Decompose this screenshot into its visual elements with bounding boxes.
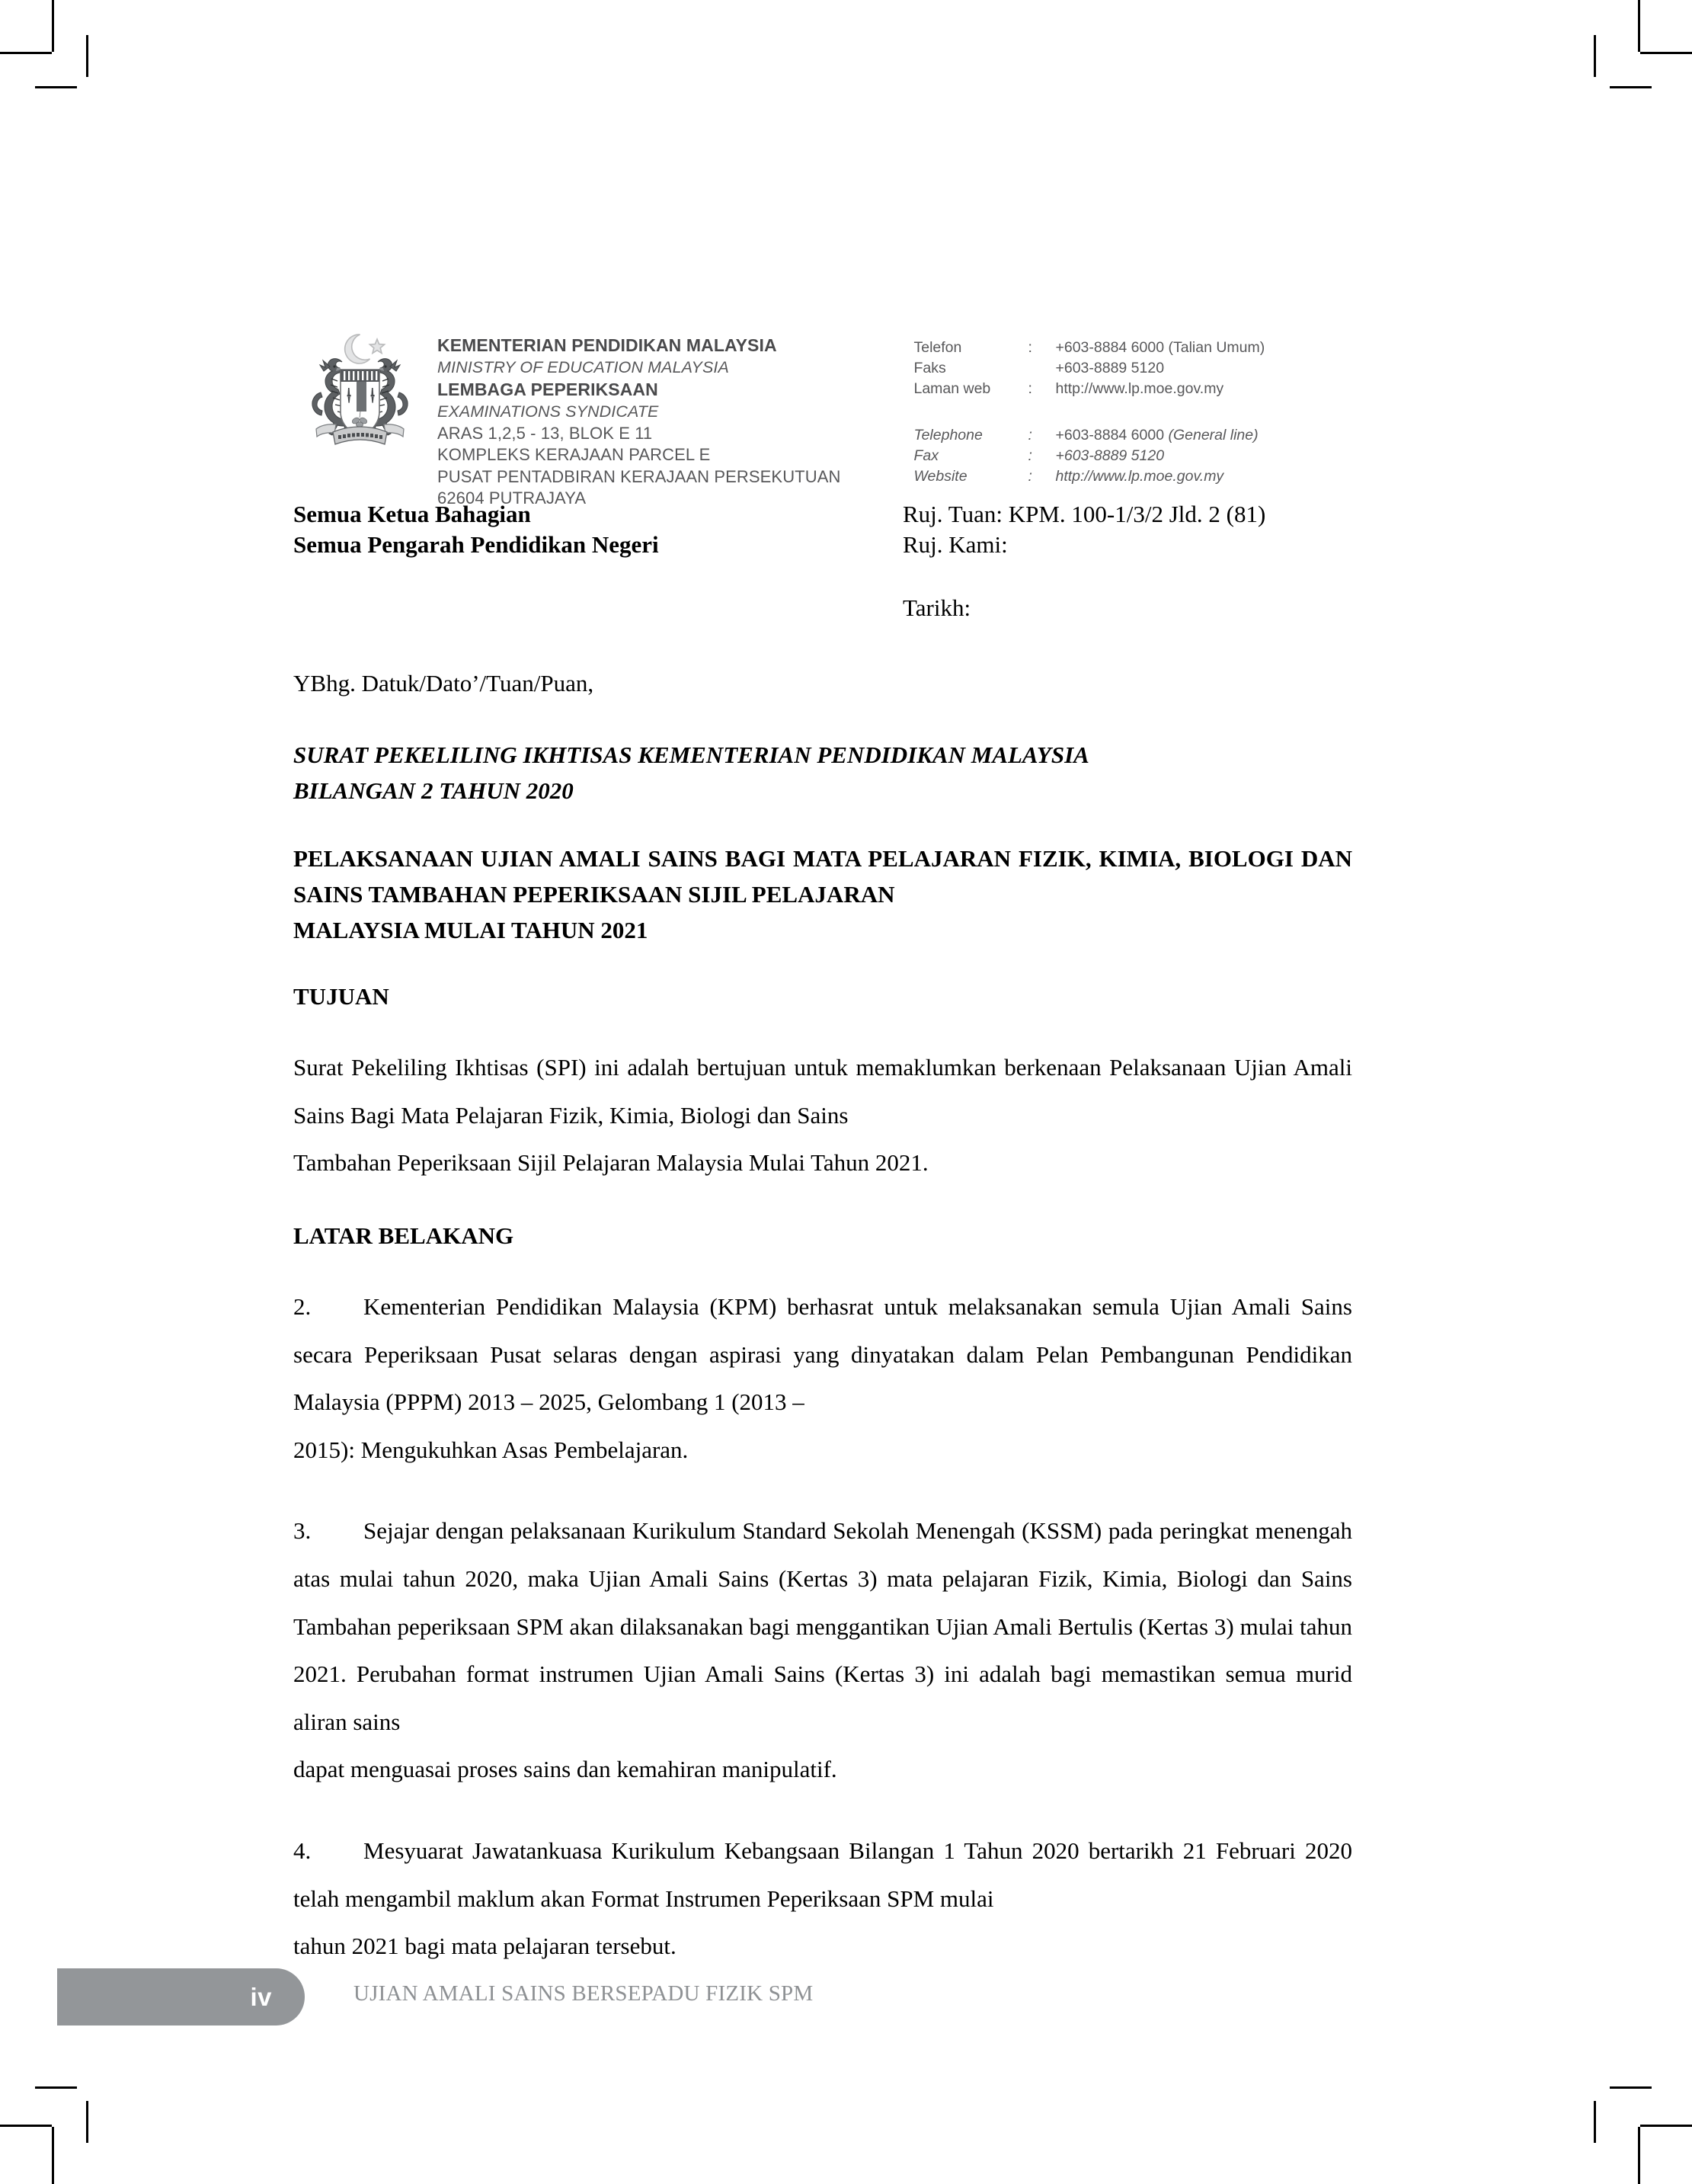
reference-date: Tarikh: [903, 594, 971, 621]
paragraph-4-number: 4. [293, 1837, 312, 1865]
paragraph-4-text: Mesyuarat Jawatankuasa Kurikulum Kebangsaan Bilangan 1 Tahun 2020 bertarikh 21 Februari 2020 telah mengambil maklum akan Format Instrumen Peperiksaan SPM mulai [293, 1837, 1352, 1912]
letter-body [293, 499, 1352, 1971]
reference-our-ref: Ruj. Kami: [903, 531, 1008, 559]
fax-separator-ms [1028, 358, 1055, 379]
contact-details-en [913, 425, 1265, 487]
paragraph-tujuan-text: Surat Pekeliling Ikhtisas (SPI) ini adalah bertujuan untuk memaklumkan berkenaan Pelaksanaan Ujian Amali Sains Bagi Mata Pelajaran Fizik, Kimia, Biologi dan Sains [293, 1054, 1352, 1129]
registration-mark-bottom-left-vertical [86, 2101, 88, 2143]
contact-row-web-ms [913, 379, 1265, 399]
department-name-ms: LEMBAGA PEPERIKSAAN [437, 379, 658, 399]
crop-mark-bottom-right-horizontal [1640, 2125, 1692, 2127]
paragraph-2-text: Kementerian Pendidikan Malaysia (KPM) berhasrat untuk melaksanakan semula Ujian Amali Sains secara Peperiksaan Pusat selaras dengan aspirasi yang dinyatakan dalam Pelan Pembangunan Pendidikan Malaysia (PPPM) 2013 – 2025, Gelombang 1 (2013 – [293, 1292, 1352, 1416]
paragraph-3 [293, 1507, 1352, 1794]
phone-value-en [1055, 425, 1258, 446]
address-line-2: KOMPLEKS KERAJAAN PARCEL E [437, 445, 711, 465]
addressee-and-reference [293, 499, 1352, 561]
running-title: UJIAN AMALI SAINS BERSEPADU FIZIK SPM [353, 1981, 814, 2006]
reference-your-ref: Ruj. Tuan: KPM. 100-1/3/2 Jld. 2 (81) [903, 501, 1266, 527]
agency-name-block [437, 324, 840, 510]
malaysian-coat-of-arms-icon [293, 324, 427, 461]
paragraph-2 [293, 1283, 1352, 1474]
phone-separator-ms: : [1028, 339, 1032, 356]
phone-label-ms: Telefon [913, 339, 962, 356]
registration-mark-top-right-vertical [1594, 35, 1596, 77]
crop-mark-top-left-vertical [52, 0, 54, 52]
paragraph-3-text: Sejajar dengan pelaksanaan Kurikulum Standard Sekolah Menengah (KSSM) pada peringkat menengah atas mulai tahun 2020, maka Ujian Amali Sains (Kertas 3) mata pelajaran Fizik, Kimia, Biologi dan Sains Tambahan peperiksaan SPM akan dilaksanakan bagi menggantikan Ujian Amali Bertulis (Kertas 3) mulai tahun 2021. Perubahan format instrumen Ujian Amali Sains (Kertas 3) ini adalah bagi memastikan semua murid aliran sains [293, 1517, 1352, 1735]
circular-subject-last-line: MALAYSIA MULAI TAHUN 2021 [293, 917, 648, 944]
contact-row-web-en [913, 466, 1258, 487]
website-value-en: http://www.lp.moe.gov.my [1055, 467, 1224, 485]
circular-subject-text: PELAKSANAAN UJIAN AMALI SAINS BAGI MATA PELAJARAN FIZIK, KIMIA, BIOLOGI DAN SAINS TAMBAHAN PEPERIKSAAN SIJIL PELAJARAN [293, 844, 1352, 908]
agency-name-en: MINISTRY OF EDUCATION MALAYSIA [437, 357, 729, 376]
paragraph-2-number: 2. [293, 1292, 312, 1320]
paragraph-4 [293, 1827, 1352, 1971]
website-separator-en: : [1028, 467, 1032, 485]
phone-separator-en: : [1028, 426, 1032, 444]
reference-block [903, 499, 1352, 561]
department-name-en: EXAMINATIONS SYNDICATE [437, 402, 659, 421]
registration-mark-top-left-horizontal [35, 86, 77, 88]
website-value-ms: http://www.lp.moe.gov.my [1055, 379, 1224, 397]
contact-row-fax-ms [913, 358, 1265, 379]
phone-note-en: (General line) [1168, 426, 1259, 444]
paragraph-3-last-line: dapat menguasai proses sains dan kemahiran manipulatif. [293, 1756, 837, 1783]
address-line-3: PUSAT PENTADBIRAN KERAJAAN PERSEKUTUAN [437, 466, 841, 486]
address-line-4: 62604 PUTRAJAYA [437, 488, 587, 508]
contact-row-phone-ms [913, 338, 1265, 358]
addressee-line-1: Semua Ketua Bahagian [293, 501, 531, 527]
paragraph-tujuan-last-line: Tambahan Peperiksaan Sijil Pelajaran Malaysia Mulai Tahun 2021. [293, 1149, 929, 1177]
website-label-ms: Laman web [913, 379, 991, 397]
registration-mark-bottom-right-horizontal [1610, 2086, 1652, 2089]
fax-separator-en: : [1028, 447, 1032, 464]
crop-mark-top-right-vertical [1638, 0, 1640, 52]
website-separator-ms: : [1028, 379, 1032, 397]
phone-note-ms: (Talian Umum) [1168, 339, 1265, 356]
phone-number-en: +603-8884 6000 [1055, 426, 1165, 444]
fax-label-ms: Faks [913, 359, 946, 376]
registration-mark-bottom-left-horizontal [35, 2086, 77, 2089]
crop-mark-top-right-horizontal [1640, 52, 1692, 54]
contact-row-phone-en [913, 425, 1258, 446]
contact-details-ms [913, 338, 1265, 399]
paragraph-2-last-line: 2015): Mengukuhkan Asas Pembelajaran. [293, 1436, 689, 1463]
website-label-en: Website [913, 467, 968, 485]
fax-value-en: +603-8889 5120 [1055, 447, 1165, 464]
contact-row-fax-en [913, 446, 1258, 466]
crop-mark-bottom-left-vertical [52, 2127, 54, 2184]
fax-label-en: Fax [913, 447, 939, 464]
phone-label-en: Telephone [913, 426, 983, 444]
crop-mark-top-left-horizontal [0, 52, 52, 54]
circular-subject [293, 841, 1352, 948]
registration-mark-top-left-vertical [86, 35, 88, 77]
registration-mark-top-right-horizontal [1610, 86, 1652, 88]
letterhead [293, 324, 1352, 510]
address-line-1: ARAS 1,2,5 - 13, BLOK E 11 [437, 423, 653, 443]
paragraph-tujuan [293, 1044, 1352, 1187]
paragraph-4-last-line: tahun 2021 bagi mata pelajaran tersebut. [293, 1933, 676, 1960]
paragraph-3-number: 3. [293, 1517, 312, 1545]
circular-title-text: SURAT PEKELILING IKHTISAS KEMENTERIAN PENDIDIKAN MALAYSIA [293, 741, 1089, 768]
agency-name-ms: KEMENTERIAN PENDIDIKAN MALAYSIA [437, 335, 777, 355]
addressee-block [293, 499, 903, 561]
addressee-line-2: Semua Pengarah Pendidikan Negeri [293, 531, 659, 559]
page-number-bar [57, 1968, 305, 2025]
phone-number-ms: +603-8884 6000 [1055, 339, 1165, 356]
page-number: iv [250, 1982, 272, 2011]
circular-title-last-line: BILANGAN 2 TAHUN 2020 [293, 777, 574, 804]
section-heading-latar-belakang: LATAR BELAKANG [293, 1222, 514, 1249]
crop-mark-bottom-right-vertical [1638, 2127, 1640, 2184]
phone-value-ms [1055, 338, 1265, 358]
section-heading-tujuan: TUJUAN [293, 983, 389, 1010]
fax-value-ms: +603-8889 5120 [1055, 359, 1165, 376]
salutation: YBhg. Datuk/Dato’/Tuan/Puan, [293, 669, 594, 697]
circular-title [293, 737, 1352, 809]
registration-mark-bottom-right-vertical [1594, 2101, 1596, 2143]
contact-details-block [913, 324, 1265, 486]
crop-mark-bottom-left-horizontal [0, 2125, 52, 2127]
